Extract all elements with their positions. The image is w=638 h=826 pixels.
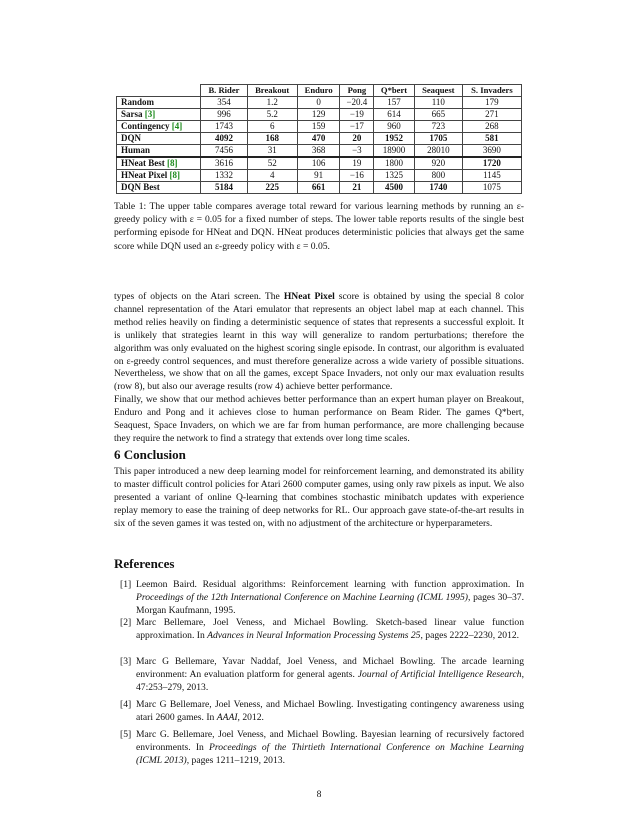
reference-text xyxy=(136,579,524,618)
table-cell: 1952 xyxy=(374,133,414,145)
table-cell: 0 xyxy=(297,97,340,109)
table-cell: 159 xyxy=(297,121,340,133)
citation-link[interactable]: [3] xyxy=(144,109,156,119)
table-cell: 5184 xyxy=(201,182,247,194)
table-cell: 3690 xyxy=(462,145,521,158)
header-cell: Q*bert xyxy=(374,85,414,97)
reference-text xyxy=(136,617,524,643)
citation-link[interactable]: [4] xyxy=(171,121,183,131)
table-row xyxy=(117,109,522,121)
table-cell: 614 xyxy=(374,109,414,121)
table-cell: 28010 xyxy=(414,145,462,158)
table-cell: 4500 xyxy=(374,182,414,194)
table-cell: 1332 xyxy=(201,170,247,182)
row-label-text: Human xyxy=(121,145,151,155)
reference-venue: Proceedings of the Thirtieth International Conference on Machine Learning (ICML 2013) xyxy=(136,741,524,766)
table-row xyxy=(117,97,522,109)
reference-details: , pages 1211–1219, 2013. xyxy=(186,754,285,766)
table-cell: 581 xyxy=(462,133,521,145)
table-cell: 1705 xyxy=(414,133,462,145)
row-label xyxy=(117,109,201,121)
table-cell: 7456 xyxy=(201,145,247,158)
row-label-text: Contingency xyxy=(121,121,170,131)
table-cell: 1.2 xyxy=(247,97,297,109)
page-number: 8 xyxy=(316,789,322,800)
reference-number: [4] xyxy=(120,699,132,710)
table-cell: 106 xyxy=(297,157,340,170)
table-cell: −3 xyxy=(340,145,374,158)
citation-link[interactable]: [8] xyxy=(167,158,178,168)
row-label-text: Sarsa xyxy=(121,109,143,119)
table-row xyxy=(117,145,522,158)
citation-link[interactable]: [8] xyxy=(169,170,180,180)
reference-details: , pages 30–37. Morgan Kaufmann, 1995. xyxy=(136,591,525,616)
row-label xyxy=(117,133,201,145)
reference-details: , 2012. xyxy=(237,711,264,723)
table-cell: 1740 xyxy=(414,182,462,194)
table-cell: 20 xyxy=(340,133,374,145)
reference-number: [5] xyxy=(120,729,132,740)
header-cell: Breakout xyxy=(247,85,297,97)
table-cell: 723 xyxy=(414,121,462,133)
table-cell: 3616 xyxy=(201,157,247,170)
row-label-text: Random xyxy=(121,97,155,107)
table-cell: 52 xyxy=(247,157,297,170)
table-cell: 800 xyxy=(414,170,462,182)
table-cell: 1743 xyxy=(201,121,247,133)
reference-authors: Marc G. Bellemare, Joel Veness, and Michael Bowling. Bayesian learning of recursively factored environments. In xyxy=(136,729,524,753)
table-cell: 268 xyxy=(462,121,521,133)
table-cell: 368 xyxy=(297,145,340,158)
table-cell: −17 xyxy=(340,121,374,133)
table-cell: 4092 xyxy=(201,133,247,145)
reference-venue: AAAI xyxy=(216,711,238,723)
table-cell: 4 xyxy=(247,170,297,182)
table-cell: 661 xyxy=(297,182,340,194)
reference-details: , 47:253–279, 2013. xyxy=(136,668,524,693)
reference-venue: Journal of Artificial Intelligence Research xyxy=(357,668,522,680)
reference-number: [2] xyxy=(120,617,132,628)
conclusion-paragraph: This paper introduced a new deep learning model for reinforcement learning, and demonstrated its ability to master difficult control policies for Atari 2600 computer games, using only raw pixels as input. We also presented a variant of online Q-learning that combines stochastic minibatch updates with experience replay memory to ease the training of deep networks for RL. Our approach gave state-of-the-art results in six of the seven games it was tested on, with no adjustment of the architecture or hyperparameters. xyxy=(114,466,524,529)
body-paragraph xyxy=(114,291,524,394)
table-cell: 225 xyxy=(247,182,297,194)
row-label-text: DQN xyxy=(121,133,141,143)
reference-authors: Marc G Bellemare, Yavar Naddaf, Joel Veness, and Michael Bowling. The arcade learning environment: An evaluation platform for general agents. xyxy=(136,656,524,680)
table-cell: 110 xyxy=(414,97,462,109)
table-row xyxy=(117,121,522,133)
references-heading: References xyxy=(114,556,175,571)
table-cell: −20.4 xyxy=(340,97,374,109)
reference-details: , pages 2222–2230, 2012. xyxy=(420,629,520,641)
header-cell: B. Rider xyxy=(201,85,247,97)
table-cell: 665 xyxy=(414,109,462,121)
table-cell: 21 xyxy=(340,182,374,194)
table-cell: 5.2 xyxy=(247,109,297,121)
table-row xyxy=(117,133,522,145)
table-row xyxy=(117,170,522,182)
header-cell: Seaquest xyxy=(414,85,462,97)
table-cell: −16 xyxy=(340,170,374,182)
row-label-text: DQN Best xyxy=(121,182,160,192)
reference-item xyxy=(114,656,524,695)
reference-number: [3] xyxy=(120,656,132,667)
table-cell: 1075 xyxy=(462,182,521,194)
reference-text xyxy=(136,656,524,695)
table-cell: 31 xyxy=(247,145,297,158)
table-cell: 470 xyxy=(297,133,340,145)
table-cell: 19 xyxy=(340,157,374,170)
section-heading: 6 Conclusion xyxy=(114,447,186,462)
row-label xyxy=(117,157,201,170)
header-cell: Enduro xyxy=(297,85,340,97)
table-header-row xyxy=(117,85,522,97)
results-table xyxy=(116,84,522,194)
reference-authors: Marc Bellemare, Joel Veness, and Michael Bowling. Sketch-based linear value function approximation. In xyxy=(136,617,524,641)
row-label xyxy=(117,170,201,182)
reference-text xyxy=(136,699,524,725)
table-cell: 354 xyxy=(201,97,247,109)
table-cell: 179 xyxy=(462,97,521,109)
reference-text xyxy=(136,729,524,768)
reference-authors: Leemon Baird. Residual algorithms: Reinforcement learning with function approximation. In xyxy=(136,579,524,590)
row-label xyxy=(117,97,201,109)
table-cell: 129 xyxy=(297,109,340,121)
row-label-text: HNeat Best xyxy=(121,158,165,168)
reference-venue: Advances in Neural Information Processing Systems 25 xyxy=(207,629,421,641)
table-row xyxy=(117,157,522,170)
table-cell: 271 xyxy=(462,109,521,121)
table-cell: 157 xyxy=(374,97,414,109)
table-cell: 960 xyxy=(374,121,414,133)
table-cell: 996 xyxy=(201,109,247,121)
row-label xyxy=(117,145,201,158)
table-cell: 920 xyxy=(414,157,462,170)
table-cell: 1145 xyxy=(462,170,521,182)
para-text: score is obtained by using the special 8 color channel representation of the Atari emulator that represents an object label map at each channel. This method relies heavily on finding a deterministic sequence of states that represents a successful exploit. It is unlikely that strategies learnt in this way will generalize to random perturbations; therefore the algorithm was only evaluated on the highest scoring single episode. In contrast, our algorithm is evaluated on ε-greedy control sequences, and must therefore generalize across a wide variety of possible situations. Nevertheless, we show that on all the games, except Space Invaders, not only our max evaluation results (row 8), but also our average results (row 4) achieve better performance. xyxy=(114,291,524,393)
table-body xyxy=(117,97,522,194)
para-text: types of objects on the Atari screen. The xyxy=(114,291,284,302)
reference-item xyxy=(114,579,524,618)
header-cell: S. Invaders xyxy=(462,85,521,97)
body-paragraph: Finally, we show that our method achieves better performance than an expert human player on Breakout, Enduro and Pong and it achieves close to human performance on Beam Rider. The games Q*bert, Seaquest, Space Invaders, on which we are far from human performance, are more challenging because they require the network to find a strategy that extends over long time scales. xyxy=(114,394,524,444)
header-cell xyxy=(117,85,201,97)
row-label xyxy=(117,121,201,133)
table-cell: 1720 xyxy=(462,157,521,170)
table-cell: −19 xyxy=(340,109,374,121)
table-cell: 1800 xyxy=(374,157,414,170)
table-cell: 91 xyxy=(297,170,340,182)
table-cell: 6 xyxy=(247,121,297,133)
table-caption: Table 1: The upper table compares average total reward for various learning methods by running an ε-greedy policy with ε = 0.05 for a fixed number of steps. The lower table reports results of the single best performing episode for HNeat and DQN. HNeat produces deterministic policies that always get the same score while DQN used an ε-greedy policy with ε = 0.05. xyxy=(114,201,524,252)
para-bold: HNeat Pixel xyxy=(283,291,335,302)
row-label-text: HNeat Pixel xyxy=(121,170,168,180)
table-cell: 168 xyxy=(247,133,297,145)
table-row xyxy=(117,182,522,194)
reference-authors: Marc G Bellemare, Joel Veness, and Michael Bowling. Investigating contingency awareness using atari 2600 games. In xyxy=(136,699,524,723)
table-cell: 1325 xyxy=(374,170,414,182)
reference-item xyxy=(114,699,524,725)
reference-venue: Proceedings of the 12th International Conference on Machine Learning (ICML 1995) xyxy=(136,591,468,603)
reference-number: [1] xyxy=(120,579,132,590)
reference-item xyxy=(114,617,524,643)
reference-item xyxy=(114,729,524,768)
table-cell: 18900 xyxy=(374,145,414,158)
row-label xyxy=(117,182,201,194)
header-cell: Pong xyxy=(340,85,374,97)
